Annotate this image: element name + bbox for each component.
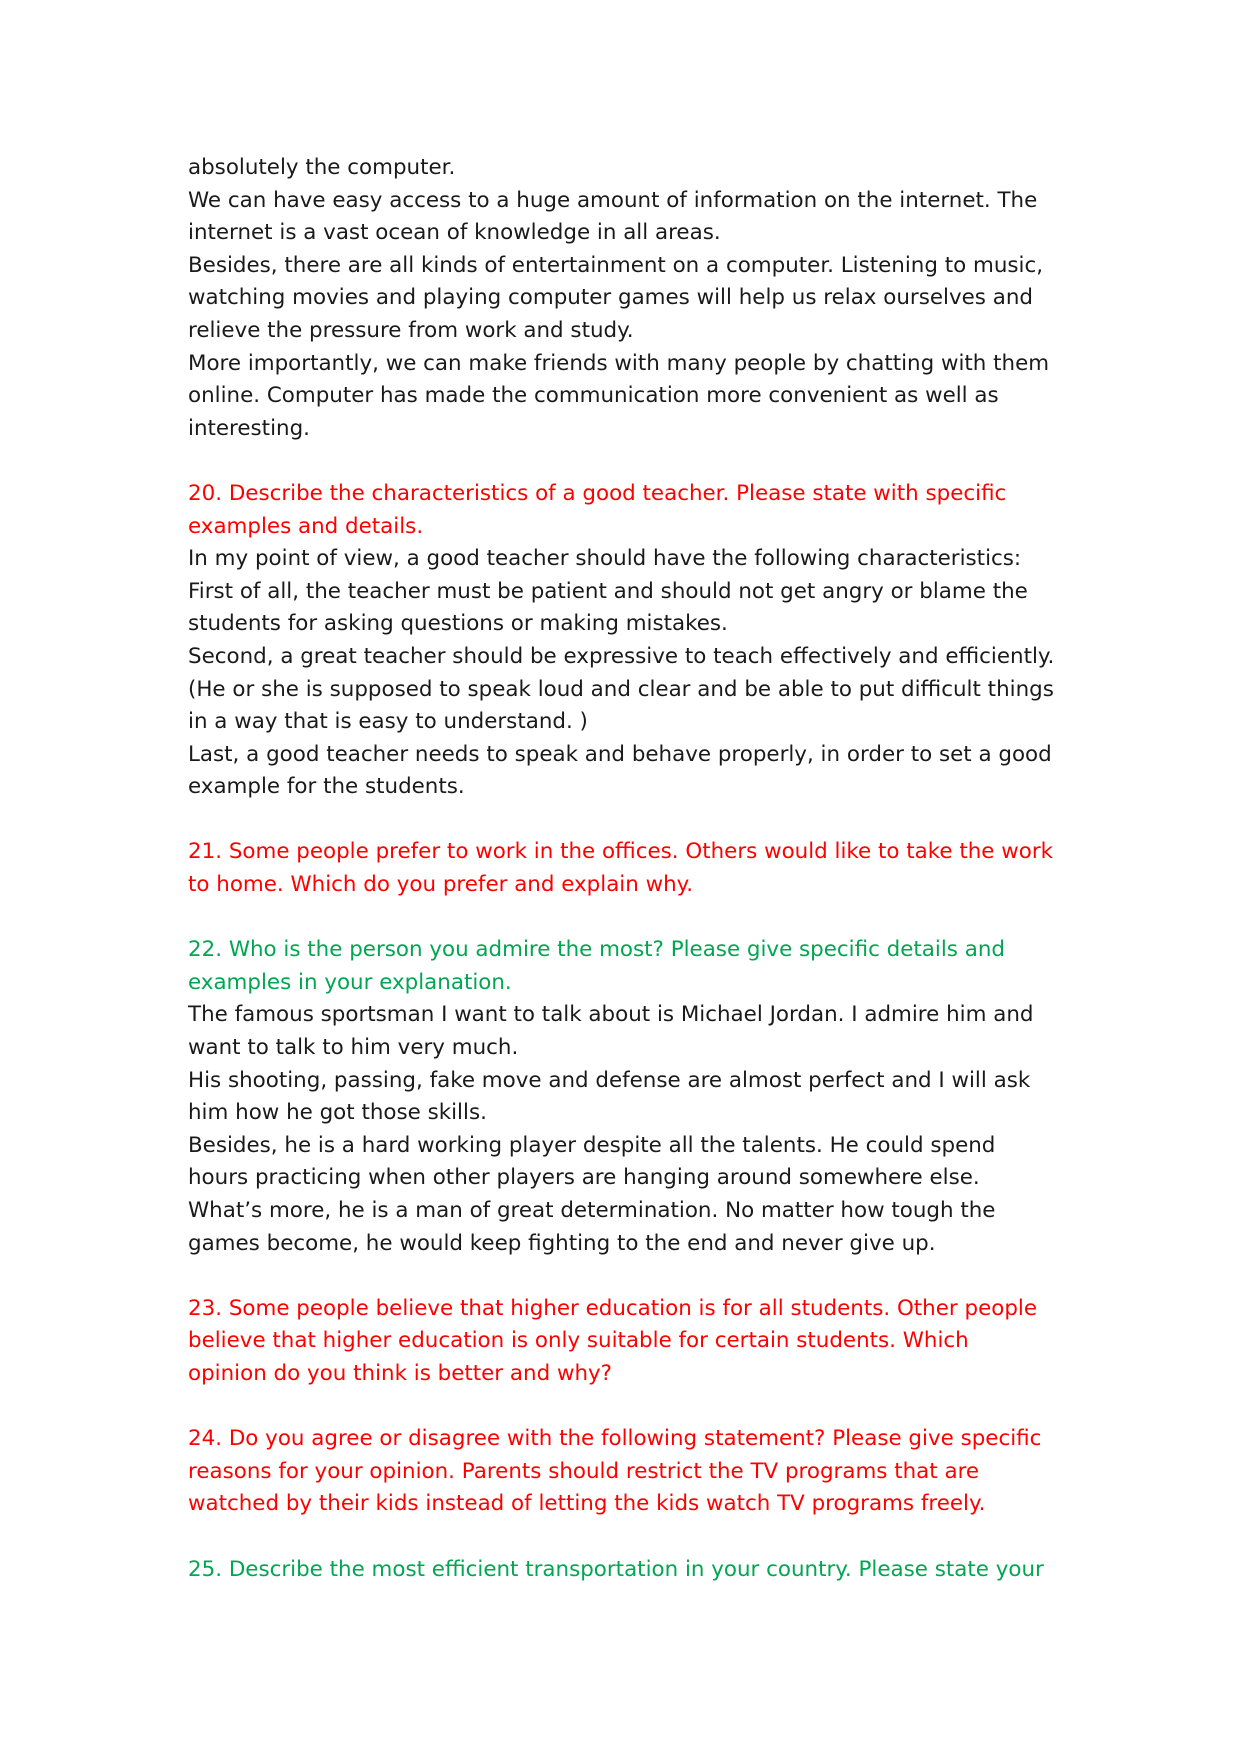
answer-paragraph <box>188 999 1068 1260</box>
question-line: believe that higher education is only suitable for certain students. Which <box>188 1328 969 1354</box>
text-line: want to talk to him very much. <box>188 1035 519 1061</box>
text-line: More importantly, we can make friends with many people by chatting with them <box>188 350 1050 376</box>
text-line: absolutely the computer. <box>188 155 456 180</box>
text-line: We can have easy access to a huge amount of information on the internet. The <box>188 187 1038 213</box>
question-line: watched by their kids instead of letting the kids watch TV programs freely. <box>188 1491 986 1517</box>
question-line: opinion do you think is better and why? <box>188 1360 613 1386</box>
question-line: 21. Some people prefer to work in the offices. Others would like to take the work <box>188 839 1054 865</box>
text-line: (He or she is supposed to speak loud and clear and be able to put difficult things <box>188 676 1054 702</box>
text-line: Last, a good teacher needs to speak and behave properly, in order to set a good <box>188 741 1052 767</box>
text-line: Besides, there are all kinds of entertainment on a computer. Listening to music, <box>188 252 1044 278</box>
document-page <box>188 152 1068 1586</box>
question-line: examples and details. <box>188 513 424 539</box>
text-line: The famous sportsman I want to talk about is Michael Jordan. I admire him and <box>188 1002 1034 1028</box>
question-line: 22. Who is the person you admire the most? Please give specific details and <box>188 937 1005 963</box>
paragraph-gap <box>188 1521 1068 1554</box>
text-line: in a way that is easy to understand. ) <box>188 709 588 735</box>
text-line: him how he got those skills. <box>188 1100 487 1126</box>
text-line: watching movies and playing computer games will help us relax ourselves and <box>188 285 1033 311</box>
text-line: relieve the pressure from work and study. <box>188 317 634 343</box>
paragraph-gap <box>188 445 1068 478</box>
paragraph-gap <box>188 1391 1068 1424</box>
text-line: online. Computer has made the communication more convenient as well as <box>188 383 999 409</box>
text-line: example for the students. <box>188 774 465 800</box>
text-line: What’s more, he is a man of great determination. No matter how tough the <box>188 1198 996 1223</box>
text-line: internet is a vast ocean of knowledge in all areas. <box>188 220 721 246</box>
paragraph-gap <box>188 804 1068 837</box>
question-line: 24. Do you agree or disagree with the following statement? Please give specific <box>188 1426 1042 1452</box>
question-line: 20. Describe the characteristics of a good teacher. Please state with specific <box>188 480 1007 506</box>
question-line: 23. Some people believe that higher education is for all students. Other people <box>188 1295 1038 1321</box>
text-line: His shooting, passing, fake move and defense are almost perfect and I will ask <box>188 1067 1031 1093</box>
question-line: 25. Describe the most efficient transportation in your country. Please state your <box>188 1556 1044 1582</box>
text-line: Besides, he is a hard working player despite all the talents. He could spend <box>188 1132 996 1158</box>
question-line: to home. Which do you prefer and explain why. <box>188 872 694 898</box>
paragraph-gap <box>188 902 1068 935</box>
question-line: reasons for your opinion. Parents should restrict the TV programs that are <box>188 1458 980 1484</box>
text-line: First of all, the teacher must be patient and should not get angry or blame the <box>188 578 1028 604</box>
text-line: hours practicing when other players are hanging around somewhere else. <box>188 1165 980 1191</box>
text-line: games become, he would keep fighting to the end and never give up. <box>188 1230 936 1256</box>
question-line: examples in your explanation. <box>188 969 512 995</box>
paragraph-gap <box>188 1260 1068 1293</box>
text-line: interesting. <box>188 415 310 441</box>
question-23 <box>188 1293 1068 1391</box>
question-25 <box>188 1554 1068 1587</box>
text-line: students for asking questions or making mistakes. <box>188 611 728 637</box>
text-line: In my point of view, a good teacher should have the following characteristics: <box>188 546 1022 572</box>
answer-paragraph <box>188 543 1068 804</box>
text-line: Second, a great teacher should be expressive to teach effectively and efficiently. <box>188 643 1055 669</box>
question-22 <box>188 934 1068 999</box>
question-24 <box>188 1423 1068 1521</box>
question-21 <box>188 836 1068 901</box>
question-20 <box>188 478 1068 543</box>
answer-paragraph <box>188 152 1068 445</box>
